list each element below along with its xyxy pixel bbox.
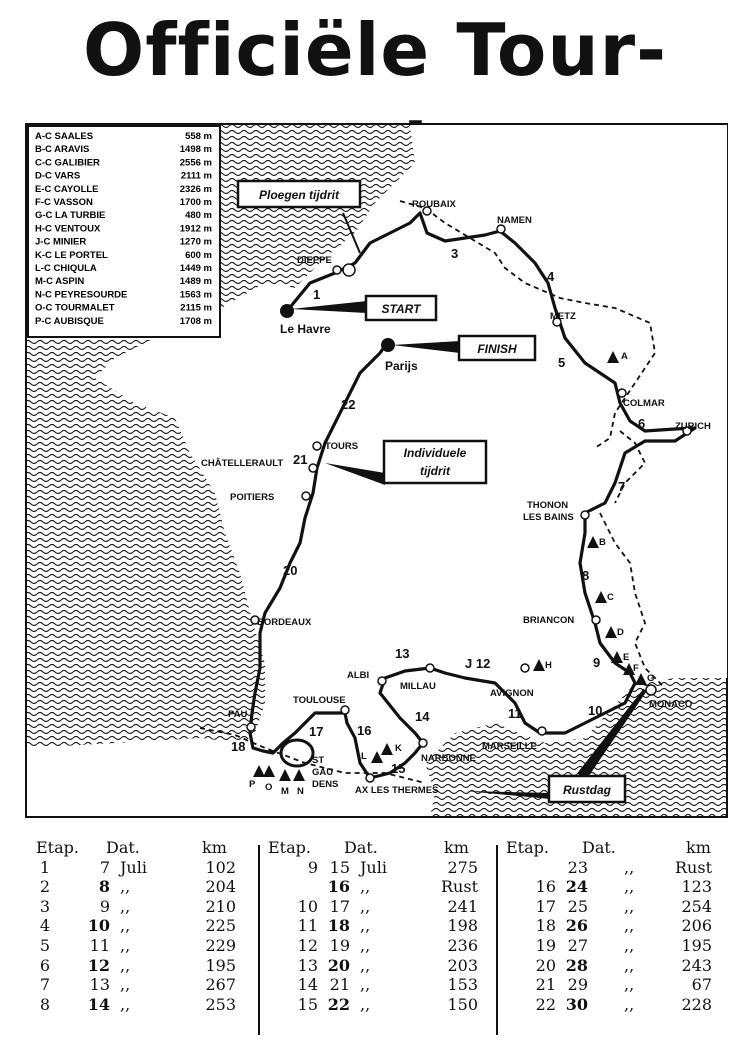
schedule-cell-etap: 13: [297, 955, 318, 975]
marker-dieppe-2: [333, 266, 341, 274]
label-dens: DENS: [312, 779, 339, 790]
stage-22: 22: [341, 397, 356, 412]
callout-individuele-text-1: Individuele: [403, 446, 467, 460]
marker-albi: [378, 677, 386, 685]
schedule-cell-day: 26: [565, 916, 588, 936]
schedule-column-2: [268, 838, 486, 1014]
marker-ax: [366, 774, 374, 782]
schedule-row: [36, 975, 246, 995]
legend-col-name: A-C SAALES: [35, 131, 94, 142]
schedule-divider-1: [258, 845, 260, 1035]
schedule-cell-month: ,,: [120, 916, 131, 936]
label-pau: PAU: [228, 709, 248, 720]
legend-col-height: 1700 m: [179, 197, 212, 208]
schedule-cell-day: 24: [565, 877, 588, 897]
schedule-cell-etap: 6: [39, 955, 50, 975]
schedule-row: [36, 877, 246, 897]
schedule-cell-etap: 9: [307, 857, 318, 877]
marker-namen: [497, 225, 505, 233]
schedule-cell-day: 18: [327, 916, 350, 936]
schedule-cell-month: Juli: [360, 857, 387, 877]
schedule-cell-km: 204: [205, 877, 236, 897]
legend-col-name: D-C VARS: [35, 170, 81, 182]
schedule-header-km: km: [444, 838, 469, 857]
stage-17: 17: [309, 724, 324, 739]
legend-col-height: 1563 m: [179, 289, 212, 301]
schedule-row: [268, 916, 486, 936]
schedule-row: [36, 956, 246, 976]
legend-col-name: C-C GALIBIER: [35, 157, 100, 169]
label-namen: NAMEN: [497, 215, 532, 226]
legend-col-name: L-C CHIQULA: [35, 263, 97, 274]
schedule-cell-month: ,,: [120, 975, 131, 995]
schedule-cell-day: 30: [565, 994, 588, 1014]
schedule-cell-day: 25: [567, 896, 588, 916]
stage-20: 20: [283, 563, 298, 578]
col-o-label: O: [265, 782, 273, 793]
schedule-cell-month: ,,: [120, 935, 131, 955]
stage-3: 3: [451, 246, 459, 261]
schedule-row: [268, 995, 486, 1015]
stage-10: 10: [588, 703, 603, 718]
legend-col-height: 1912 m: [179, 223, 212, 235]
schedule-cell-km: 225: [205, 916, 236, 936]
schedule-cell-etap: 17: [535, 896, 556, 916]
legend-col-name: E-C CAYOLLE: [35, 183, 99, 195]
schedule-cell-km: 229: [205, 935, 236, 955]
route-map: [25, 123, 728, 818]
schedule-cell-day: 11: [89, 935, 110, 955]
label-zurich: ZURICH: [675, 421, 711, 432]
schedule-cell-month: Juli: [120, 857, 147, 877]
legend-col-height: 1489 m: [179, 276, 212, 288]
schedule-row: [506, 877, 720, 897]
schedule-cell-month: ,,: [120, 877, 131, 897]
schedule-cell-km: 150: [447, 994, 478, 1014]
schedule-cell-km: 123: [681, 877, 712, 897]
schedule-cell-month: ,,: [360, 935, 371, 955]
callout-finish-text: FINISH: [477, 342, 517, 356]
stage-12: J 12: [465, 656, 491, 671]
col-g-label: G: [647, 673, 655, 684]
schedule-cell-day: 8: [98, 877, 110, 897]
schedule-row: [36, 858, 246, 878]
legend-col-name: G-C LA TURBIE: [35, 210, 106, 222]
schedule-column-1: [36, 838, 246, 1014]
schedule-cell-day: 9: [99, 896, 110, 916]
marker-millau: [426, 664, 434, 672]
schedule-cell-km: 67: [691, 975, 712, 995]
col-h-label: H: [545, 660, 552, 671]
schedule-cell-km: 236: [447, 935, 478, 955]
legend-col-height: 558 m: [185, 131, 212, 142]
marker-poitiers: [302, 492, 310, 500]
schedule-cell-km: 210: [205, 896, 236, 916]
marker-colmar: [618, 389, 626, 397]
legend-col-name: H-C VENTOUX: [35, 223, 101, 235]
stage-8: 8: [582, 568, 590, 583]
schedule-row: [36, 995, 246, 1015]
schedule-cell-month: ,,: [120, 896, 131, 916]
schedule-cell-etap: 4: [39, 916, 50, 936]
label-ax: AX LES THERMES: [355, 785, 439, 796]
schedule-header-etap: Etap.: [506, 838, 549, 857]
schedule-cell-km: 153: [447, 975, 478, 995]
schedule-cell-day: 16: [327, 877, 350, 897]
col-l-label: L: [361, 751, 367, 762]
marker-toulouse: [341, 706, 349, 714]
schedule-cell-etap: 8: [39, 994, 50, 1014]
marker-avignon: [521, 664, 529, 672]
schedule-row: [506, 858, 720, 878]
page-title: Officiële Tour-: [83, 8, 667, 92]
schedule-cell-day: 29: [567, 975, 588, 995]
schedule-cell-day: 14: [87, 994, 110, 1014]
legend-col-name: O-C TOURMALET: [35, 302, 115, 314]
schedule-cell-etap: 7: [39, 975, 50, 995]
schedule-header: [36, 838, 246, 858]
legend-col-height: 480 m: [185, 210, 212, 222]
legend-col-height: 600 m: [185, 249, 212, 261]
marker-tours: [313, 442, 321, 450]
schedule-cell-etap: 5: [39, 935, 50, 955]
label-millau: MILLAU: [400, 681, 436, 692]
label-toulouse: TOULOUSE: [293, 695, 346, 706]
schedule-cell-month: ,,: [624, 857, 635, 877]
schedule-header-etap: Etap.: [36, 838, 79, 857]
callout-start-text: START: [381, 302, 421, 316]
label-thonon: THONON: [527, 500, 569, 511]
label-marseille: MARSEILLE: [482, 741, 537, 752]
schedule-cell-etap: 3: [39, 896, 50, 916]
schedule-cell-km: 198: [447, 916, 478, 936]
schedule-cell-day: 10: [87, 916, 110, 936]
legend-col-name: N-C PEYRESOURDE: [35, 289, 128, 301]
label-colmar: COLMAR: [623, 398, 665, 409]
schedule-cell-km: 206: [681, 916, 712, 936]
schedule-cell-day: 28: [565, 955, 588, 975]
schedule-cell-day: 19: [329, 935, 350, 955]
callout-ploegen-text: Ploegen tijdrit: [258, 188, 340, 202]
label-bordeaux: BORDEAUX: [257, 617, 312, 628]
schedule-row: [506, 936, 720, 956]
stage-11: 11: [508, 706, 522, 721]
callout-rustdag-text: Rustdag: [563, 783, 611, 797]
marker-le-havre: [280, 304, 294, 318]
schedule-cell-etap: 20: [535, 955, 556, 975]
legend-col-height: 1449 m: [179, 263, 212, 274]
schedule-row: [268, 897, 486, 917]
label-chatellerault: CHÂTELLERAULT: [201, 458, 284, 469]
legend-col-name: K-C LE PORTEL: [35, 249, 108, 261]
col-d-label: D: [617, 627, 624, 638]
schedule-row: [36, 916, 246, 936]
schedule-cell-km: 267: [205, 975, 236, 995]
schedule-cell-etap: 12: [297, 935, 318, 955]
legend-col-height: 2111 m: [180, 170, 212, 182]
col-c-label: C: [607, 592, 614, 603]
schedule-cell-etap: 16: [535, 877, 556, 897]
stage-15: 15: [391, 761, 406, 776]
schedule-cell-day: 17: [329, 896, 350, 916]
label-narbonne: NARBONNE: [421, 753, 476, 764]
schedule-cell-month: ,,: [360, 877, 371, 897]
schedule-header-km: km: [202, 838, 227, 857]
marker-chatellerault: [309, 464, 317, 472]
schedule-cell-day: 7: [99, 857, 110, 877]
marker-dieppe: [343, 264, 355, 276]
schedule-row: [268, 858, 486, 878]
schedule-cell-km: 253: [205, 994, 236, 1014]
schedule-row: [36, 897, 246, 917]
legend-box: [28, 126, 220, 337]
schedule-cell-month: ,,: [624, 955, 635, 975]
stage-5: 5: [558, 355, 566, 370]
marker-monaco: [646, 685, 656, 695]
col-f-label: F: [633, 663, 639, 674]
schedule-header-dat: Dat.: [106, 838, 140, 857]
schedule-cell-etap: 22: [535, 994, 556, 1014]
stage-14: 14: [415, 709, 430, 724]
stage-18: 18: [231, 739, 246, 754]
schedule-cell-etap: 18: [535, 916, 556, 936]
label-parijs: Parijs: [385, 359, 418, 373]
schedule-cell-km: 254: [681, 896, 712, 916]
col-p-label: P: [249, 779, 256, 790]
legend-col-name: M-C ASPIN: [35, 276, 85, 288]
schedule-row: [506, 916, 720, 936]
stage-21: 21: [293, 452, 308, 467]
schedule-cell-day: 15: [329, 857, 350, 877]
legend-col-height: 1270 m: [179, 236, 212, 248]
label-metz: METZ: [550, 311, 576, 322]
col-m-label: M: [281, 786, 289, 797]
schedule-cell-month: ,,: [120, 955, 131, 975]
schedule-cell-km: 102: [205, 857, 236, 877]
schedule-row: [268, 956, 486, 976]
schedule-cell-km: 228: [681, 994, 712, 1014]
schedule-cell-etap: 14: [297, 975, 318, 995]
label-poitiers: POITIERS: [230, 492, 275, 503]
schedule-cell-etap: 19: [535, 935, 556, 955]
schedule-header-etap: Etap.: [268, 838, 311, 857]
label-roubaix: ROUBAIX: [412, 199, 456, 210]
schedule-cell-month: ,,: [624, 994, 635, 1014]
label-les-bains: LES BAINS: [523, 512, 574, 523]
schedule-cell-month: ,,: [360, 955, 371, 975]
schedule-header-dat: Dat.: [344, 838, 378, 857]
legend-col-name: P-C AUBISQUE: [35, 315, 104, 327]
schedule-row: [268, 877, 486, 897]
col-a-label: A: [621, 351, 628, 362]
stage-7: 7: [618, 479, 626, 494]
schedule-cell-day: 22: [327, 994, 350, 1014]
schedule-row: [506, 975, 720, 995]
schedule-cell-month: ,,: [624, 877, 635, 897]
legend-col-height: 2556 m: [179, 157, 212, 169]
label-albi: ALBI: [347, 670, 370, 681]
schedule-cell-month: ,,: [360, 975, 371, 995]
schedule-cell-etap: 11: [297, 916, 318, 936]
schedule-cell-km: 195: [681, 935, 712, 955]
col-k-label: K: [395, 743, 402, 754]
legend-col-name: J-C MINIER: [35, 236, 87, 248]
schedule-cell-month: ,,: [360, 994, 371, 1014]
schedule-divider-2: [496, 845, 498, 1035]
schedule-cell-etap: 2: [39, 877, 50, 897]
marker-pau: [247, 723, 255, 731]
schedule-header-km: km: [686, 838, 711, 857]
col-e-label: E: [623, 652, 630, 663]
schedule-cell-km: 243: [681, 955, 712, 975]
schedule-cell-etap: 1: [39, 857, 50, 877]
schedule-row: [506, 956, 720, 976]
schedule-row: [268, 936, 486, 956]
legend-col-name: F-C VASSON: [35, 197, 93, 208]
schedule-row: [506, 897, 720, 917]
schedule-cell-month: ,,: [360, 896, 371, 916]
label-gau: GAU: [312, 767, 334, 778]
schedule-header: [506, 838, 720, 858]
legend-col-height: 1708 m: [179, 315, 212, 327]
marker-briancon: [592, 616, 600, 624]
schedule-cell-etap: 10: [297, 896, 318, 916]
legend-col-height: 2326 m: [179, 183, 212, 195]
stage-9: 9: [593, 655, 601, 670]
schedule-cell-month: ,,: [120, 994, 131, 1014]
schedule-cell-day: 12: [87, 955, 110, 975]
label-tours: TOURS: [325, 441, 359, 452]
label-le-havre: Le Havre: [280, 322, 331, 336]
marker-marseille: [538, 727, 546, 735]
schedule-cell-etap: 21: [535, 975, 556, 995]
col-n-label: N: [297, 786, 304, 797]
schedule-row: [268, 975, 486, 995]
stage-1: 1: [313, 287, 321, 302]
legend-col-name: B-C ARAVIS: [35, 144, 90, 156]
schedule-column-3: [506, 838, 720, 1014]
schedule-cell-day: 20: [327, 955, 350, 975]
schedule-cell-km: Rust: [675, 857, 712, 877]
schedule-cell-day: 27: [567, 935, 588, 955]
schedule-cell-km: 195: [205, 955, 236, 975]
label-dieppe: DIEPPE: [297, 255, 332, 266]
legend-col-height: 1498 m: [179, 144, 212, 156]
schedule-cell-day: 13: [89, 975, 110, 995]
stage-13: 13: [395, 646, 410, 661]
schedule-cell-month: ,,: [624, 896, 635, 916]
stage-4: 4: [547, 269, 555, 284]
schedule-cell-day: 21: [329, 975, 350, 995]
legend-col-height: 2115 m: [180, 302, 212, 314]
callout-individuele-text-2: tijdrit: [420, 464, 450, 478]
label-briancon: BRIANCON: [523, 615, 575, 626]
schedule-cell-km: 275: [447, 857, 478, 877]
schedule-header: [268, 838, 486, 858]
schedule-cell-km: 241: [447, 896, 478, 916]
schedule-cell-etap: 15: [297, 994, 318, 1014]
schedule-cell-month: ,,: [360, 916, 371, 936]
schedule-row: [36, 936, 246, 956]
schedule-header-dat: Dat.: [582, 838, 616, 857]
col-b-label: B: [599, 537, 606, 548]
stage-6: 6: [638, 416, 646, 431]
label-st: ST: [312, 755, 325, 766]
label-avignon: AVIGNON: [490, 688, 534, 699]
schedule-cell-month: ,,: [624, 975, 635, 995]
marker-thonon: [581, 511, 589, 519]
schedule-cell-month: ,,: [624, 916, 635, 936]
marker-narbonne: [419, 739, 427, 747]
schedule-cell-month: ,,: [624, 935, 635, 955]
stage-16: 16: [357, 723, 372, 738]
schedule-cell-km: 203: [447, 955, 478, 975]
schedule-row: [506, 995, 720, 1015]
schedule-cell-km: Rust: [441, 877, 478, 897]
label-monaco: MONACO: [649, 699, 693, 710]
schedule-cell-day: 23: [567, 857, 588, 877]
